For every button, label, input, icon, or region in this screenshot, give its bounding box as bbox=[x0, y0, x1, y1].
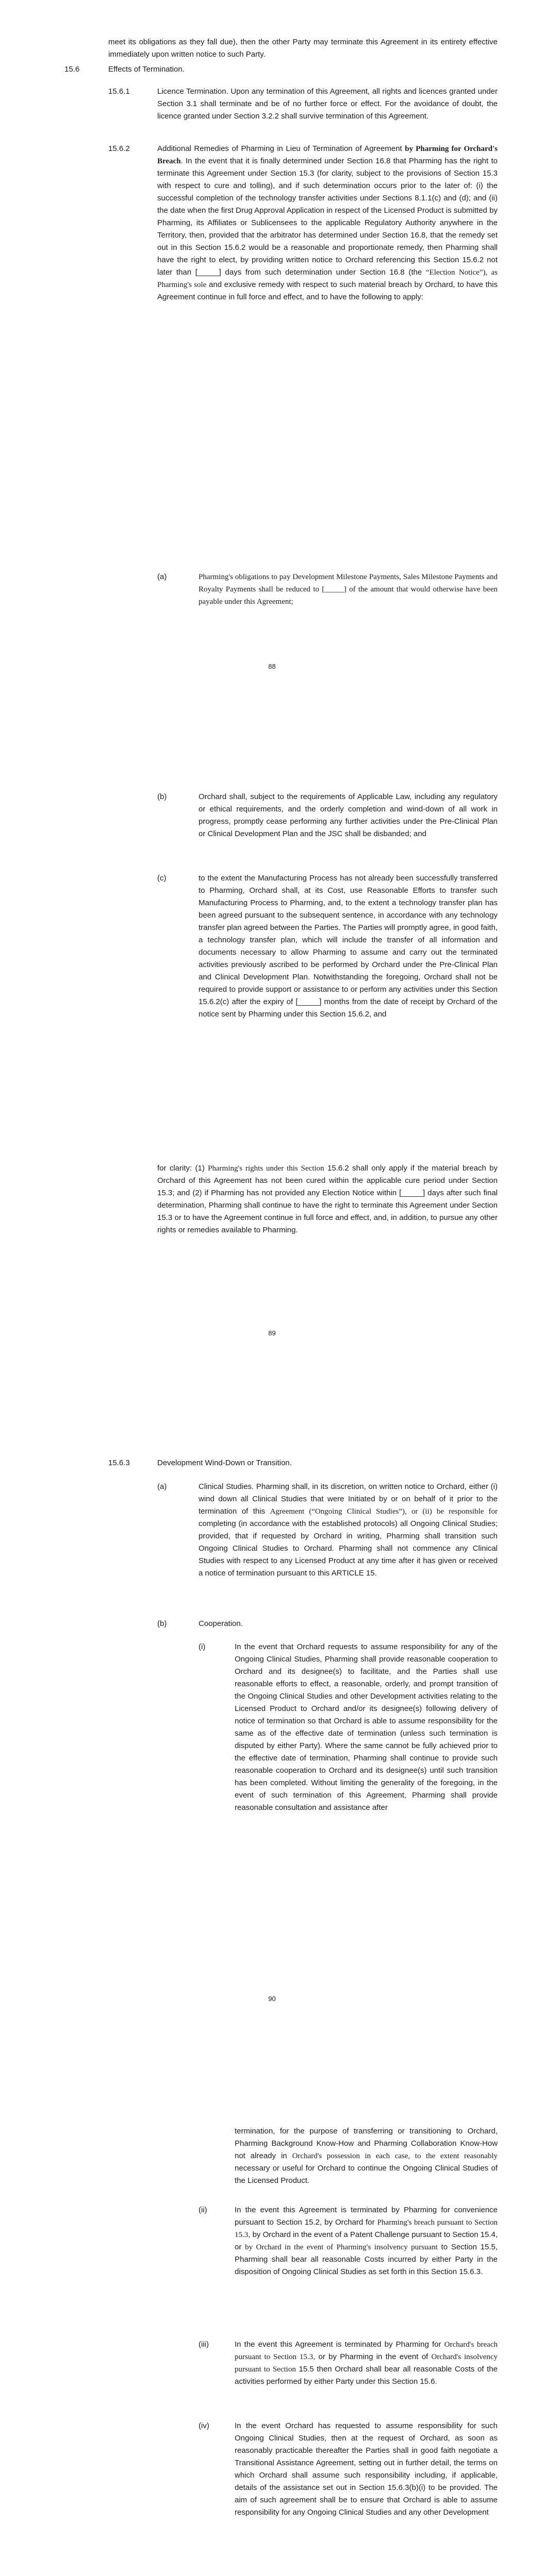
clarity-paragraph bbox=[157, 1162, 498, 1236]
clarity-text: 15.6.2 shall only apply if the material breach by Orchard of this Agreement has not been cured within the applicable cure period under Section 15.3; and (2) if Pharming has not provided any Election Notice within [_____] days after such final determination, Pharming shall continue to have the right to terminate this Agreement under Section 15.3 or to have the Agreement continue in full force and effect, and, in addition, to pursue any other rights or remedies available to Pharming. bbox=[157, 1164, 498, 1234]
item-text: Clinical Studies. Pharming shall, in its discretion, on written notice to Orchard, either (i) wind down all Clinical Studies that were Initiated by or on behalf of it prior to the termination of this bbox=[199, 1482, 498, 1516]
page-number: 88 bbox=[268, 663, 276, 670]
clause-number: 15.6.3 bbox=[108, 1459, 130, 1467]
carry-text: termination, for the purpose of transferring or transitioning to Orchard, Pharming Background Know-How and Pharming Collaboration Know-How not already in bbox=[235, 2127, 498, 2160]
item-label: (iii) bbox=[199, 2340, 209, 2349]
item-label: (iv) bbox=[199, 2421, 209, 2430]
item-ii-text bbox=[235, 2204, 498, 2278]
clause-number: 15.6.2 bbox=[108, 144, 130, 153]
clause-title: Licence Termination. bbox=[157, 87, 228, 96]
clause-text: and exclusive remedy with respect to such material breach by Orchard, to have this Agreement continue in full force and effect, and to have the following to apply: bbox=[157, 280, 498, 301]
clause-title-bold: by Pharming for Orchard's Breach bbox=[157, 145, 498, 165]
item-label: (ii) bbox=[199, 2206, 207, 2214]
item-iv-text: In the event Orchard has requested to assume responsibility for such Ongoing Clinical Studies, then at the request of Orchard, as soon as reasonably practicable thereafter the Parties shall in good faith negotiate a Transitional Assistance Agreement, setting out in further detail, the terms on which Orchard shall assume such responsibility including, if applicable, details of the assistance set out in Section 15.6.3(b)(i) to be provided. The aim of such agreement shall be to ensure that Orchard is able to assume responsibility for any Ongoing Clinical Studies and any other Development bbox=[235, 2421, 498, 2517]
clause-title: Additional Remedies of Pharming in Lieu of Termination of Agreement bbox=[157, 144, 405, 153]
page-number: 89 bbox=[268, 1329, 276, 1337]
carryover-paragraph: meet its obligations as they fall due), then the other Party may terminate this Agreement in its entirety effective immediately upon written notice to such Party. bbox=[108, 38, 498, 59]
section-heading: Effects of Termination. bbox=[108, 65, 185, 74]
clause-text-serif: “Election Notice”), as Pharming's sole bbox=[157, 268, 498, 289]
item-a-clinical-studies bbox=[199, 1481, 498, 1580]
item-label: (b) bbox=[157, 1619, 167, 1628]
item-text: , or by Pharming in the event of bbox=[313, 2352, 432, 2361]
item-b-heading: Cooperation. bbox=[199, 1619, 243, 1628]
clause-number: 15.6.1 bbox=[108, 87, 130, 96]
page-number: 90 bbox=[268, 1995, 276, 2003]
item-b-text: Orchard shall, subject to the requirements of Applicable Law, including any regulatory or ethical requirements, and the orderly completion and wind-down of all work in progress, promptly cease performing any further activities under the Pre-Clinical Plan or Clinical Development Plan and the JSC shall be disbanded; and bbox=[199, 792, 498, 838]
item-i-text: In the event that Orchard requests to assume responsibility for any of the Ongoing Clinical Studies, Pharming shall provide reasonable cooperation to Orchard and its designee(s) to facilitate, and the Parties shall use reasonable efforts to effect, a reasonable, orderly, and prompt transition of the Ongoing Clinical Studies and other Development activities relating to the Licensed Product to Orchard and/or its designee(s) following delivery of notice of termination so that Orchard is able to assume responsibility for the same as of the effective date of termination (unless such termination is disputed by either Party). Where the same cannot be fully achieved prior to the effective date of termination, Pharming shall continue to provide such reasonable cooperation to Orchard and its designee(s) until such transition has been completed. Without limiting the generality of the foregoing, in the event of such termination of this Agreement, Pharming shall provide reasonable consultation and assistance after bbox=[235, 1642, 498, 1812]
clause-15-6-1 bbox=[157, 86, 498, 123]
item-label: (a) bbox=[157, 1482, 167, 1491]
clarity-serif: Pharming's rights under this Section bbox=[208, 1164, 324, 1173]
item-text: to Section 15.5, Pharming shall bear all reasonable Costs incurred by either Party in the disposition of Ongoing Clinical Studies as set forth in this Section 15.6.3. bbox=[235, 2243, 498, 2276]
item-text: , by Orchard in the event of a Patent Challenge pursuant to Section 15.4, or bbox=[235, 2230, 498, 2251]
item-text-serif: Agreement (“Ongoing Clinical Studies”), or (ii) be responsible for bbox=[270, 1507, 498, 1516]
item-label: (b) bbox=[157, 792, 167, 801]
clause-text: Upon any termination of this Agreement, all rights and licences granted under Section 3.1 shall terminate and be of no further force or effect. For the avoidance of doubt, the licence granted under Section 3.2.2 shall survive termination of this Agreement. bbox=[157, 87, 498, 121]
item-iii-text bbox=[235, 2338, 498, 2388]
item-text: completing (in accordance with the established protocols) all Ongoing Clinical Studies; provided, that if requested by Orchard in writing, Pharming shall transition such Ongoing Clinical Studies to Orchard. Pharming shall not commence any Clinical Studies with respect to any Licensed Product at any time after it has given or received a notice of termination pursuant to this ARTICLE 15. bbox=[199, 1519, 498, 1578]
item-text-serif: Orchard's breach pursuant to Section 15.3 bbox=[235, 2341, 498, 2361]
clause-text: . In the event that it is finally determined under Section 16.8 that Pharming has the right to terminate this Agreement under Section 15.3 (for clarity, subject to the provisions of Section 15.3 with respect to cure and tolling), and if such determination occurs prior to the later of: (i) the successful completion of the technology transfer activities under Sections 8.1.1(c) and (d); and (ii) the date when the first Drug Approval Application in respect of the Licensed Product is submitted by Pharming, its Affiliates or Sublicensees to the applicable Regulatory Authority anywhere in the Territory, then, provided that the arbitrator has determined under Section 16.8, that the remedy set out in this Section 15.6.2 would be a reasonable and proportionate remedy, then Pharming shall have the right to elect, by providing written notice to Orchard referencing this Section 15.6.2 not later than [_____] days from such determination under Section 16.8 (the bbox=[157, 157, 498, 277]
item-text-serif: Orchard's insolvency pursuant to Section bbox=[235, 2353, 498, 2374]
section-number: 15.6 bbox=[64, 65, 80, 74]
clarity-lead: for clarity: (1) bbox=[157, 1164, 208, 1173]
clause-heading: Development Wind-Down or Transition. bbox=[157, 1459, 292, 1467]
item-label: (i) bbox=[199, 1642, 206, 1651]
item-text-serif: by Orchard in the event of Pharming's insolvency pursuant bbox=[245, 2243, 438, 2251]
carry-text: necessary or useful for Orchard to continue the Ongoing Clinical Studies of the Licensed Product. bbox=[235, 2164, 498, 2185]
item-text: In the event this Agreement is terminated by Pharming for bbox=[235, 2340, 444, 2349]
item-label: (a) bbox=[157, 572, 167, 581]
carryover-paragraph bbox=[235, 2125, 498, 2187]
item-c-text: to the extent the Manufacturing Process has not already been successfully transferred to Pharming, Orchard shall, at its Cost, use Reasonable Efforts to transfer such Manufacturing Process to Pharming, and, to the extent a technology transfer plan has been agreed pursuant to the subsequent sentence, in accordance with any technology transfer plan agreed between the Parties. The Parties will promptly agree, in good faith, a technology transfer plan, which will include the transfer of all information and documents necessary to allow Pharming to assume and carry out the terminated activities previously ascribed to be performed by Orchard under the Pre-Clinical Plan and Clinical Development Plan. Notwithstanding the foregoing, Orchard shall not be required to provide support or assistance to or perform any activities under this Section 15.6.2(c) after the expiry of [_____] months from the date of receipt by Orchard of the notice sent by Pharming under this Section 15.6.2, and bbox=[199, 874, 498, 1019]
carry-text-serif: Orchard's possession in each case, to the extent reasonably bbox=[292, 2152, 498, 2160]
item-label: (c) bbox=[157, 874, 167, 883]
item-text-serif: Pharming's breach pursuant to Section 15.3 bbox=[235, 2218, 498, 2239]
clause-15-6-2 bbox=[157, 143, 498, 303]
item-a-text: Pharming's obligations to pay Development Milestone Payments, Sales Milestone Payments and Royalty Payments shall be reduced to [_____] of the amount that would otherwise have been payable under this Agreement; bbox=[199, 573, 498, 606]
item-text: In the event this Agreement is terminated by Pharming for convenience pursuant to Section 15.2, by Orchard for bbox=[235, 2206, 498, 2227]
item-text: 15.5 then Orchard shall bear all reasonable Costs of the activities performed by either Party under this Section 15.6. bbox=[235, 2365, 498, 2386]
